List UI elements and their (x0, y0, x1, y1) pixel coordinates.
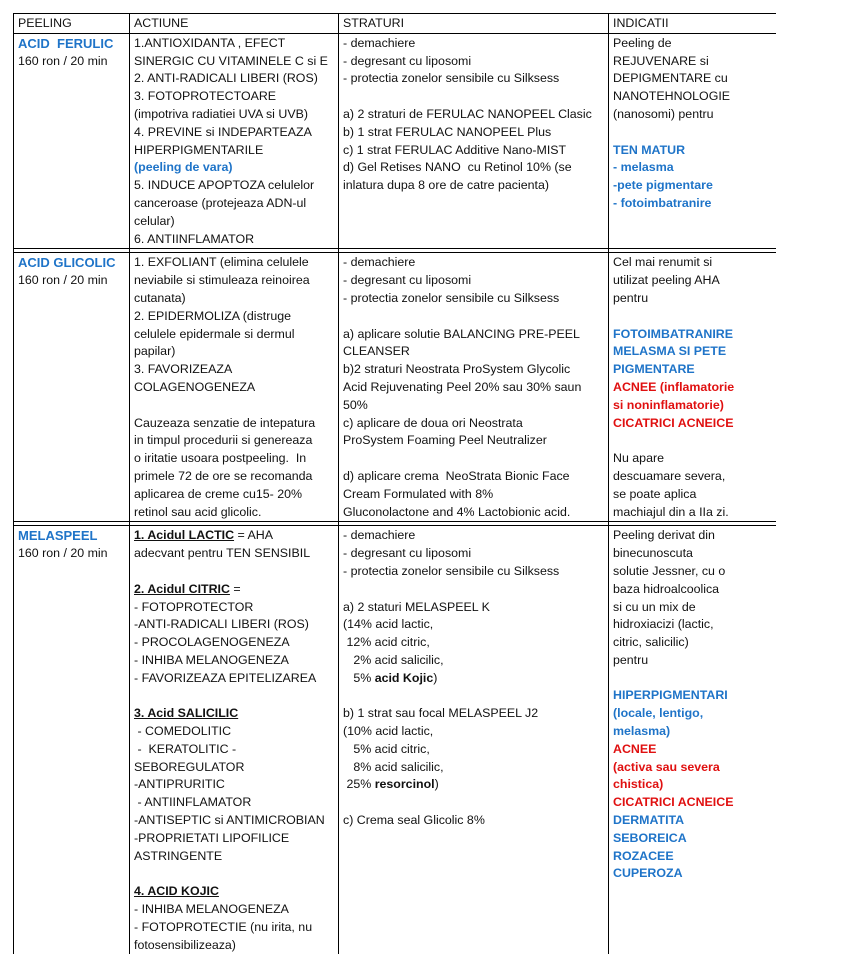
text-line (613, 705, 772, 723)
text-line (613, 527, 772, 545)
table-body (14, 33, 777, 954)
text-line (613, 177, 772, 195)
text-line (134, 308, 334, 326)
peeling-cell (14, 253, 130, 522)
line-text: ASTRINGENTE (134, 848, 223, 863)
line-text: - KERATOLITIC - (134, 741, 237, 756)
line-text: HIPERPIGMENTARILE (134, 142, 264, 157)
blank-line (613, 308, 772, 326)
line-text: - degresant cu liposomi (343, 546, 472, 561)
text-line (613, 865, 772, 883)
line-text: neviabile si stimuleaza reinoirea (134, 273, 310, 288)
line-text: - protectia zonelor sensibile cu Silksess (343, 563, 560, 578)
blank-line (343, 450, 604, 468)
line-text: celulele epidermale si dermul (134, 326, 295, 341)
text-line (343, 634, 604, 652)
text-line (613, 794, 772, 812)
text-line (134, 195, 334, 213)
line-text: SINERGIC CU VITAMINELE C si E (134, 53, 328, 68)
text-line (343, 545, 604, 563)
line-text: - FOTOPROTECTOR (134, 599, 254, 614)
text-line (613, 634, 772, 652)
text-line (134, 937, 334, 955)
line-text: - ANTIINFLAMATOR (134, 795, 252, 810)
text-line (343, 670, 604, 688)
straturi-cell (339, 253, 609, 522)
peeling-price: 160 ron / 20 min (18, 546, 108, 561)
text-line (613, 563, 772, 581)
text-line (613, 450, 772, 468)
text-line (613, 142, 772, 160)
line-text: MELASMA SI PETE (613, 344, 727, 359)
line-text: 50% (343, 397, 368, 412)
peeling-name: ACID GLICOLIC (18, 255, 116, 271)
line-text: hidroxiacizi (lactic, (613, 617, 714, 632)
text-line (343, 415, 604, 433)
peeling-name: MELASPEEL (18, 528, 98, 544)
peeling-document (13, 13, 776, 966)
header-row (14, 14, 777, 34)
line-text: 2. ANTI-RADICALI LIBERI (ROS) (134, 71, 318, 86)
text-line (343, 53, 604, 71)
text-line (613, 290, 772, 308)
line-text: - FAVORIZEAZA EPITELIZAREA (134, 670, 317, 685)
text-line (343, 272, 604, 290)
line-text: retinol sau acid glicolic. (134, 504, 262, 519)
text-line (343, 397, 604, 415)
text-line (134, 670, 334, 688)
text-line (343, 527, 604, 545)
text-line (134, 901, 334, 919)
line-text: a) 2 straturi de FERULAC NANOPEEL Clasic (343, 106, 592, 121)
text-line (134, 830, 334, 848)
line-text: - FOTOPROTECTIE (nu irita, nu (134, 919, 313, 934)
line-text: 4. PREVINE si INDEPARTEAZA (134, 124, 312, 139)
actiune-cell (130, 526, 339, 955)
line-text: - demachiere (343, 528, 416, 543)
text-line (343, 504, 604, 522)
line-text: citric, salicilic) (613, 635, 689, 650)
text-line (134, 504, 334, 522)
line-text: Nu apare (613, 451, 664, 466)
line-text: REJUVENARE si (613, 53, 709, 68)
text-line (134, 53, 334, 71)
line-bold-text: resorcinol (374, 777, 435, 792)
text-line (343, 468, 604, 486)
text-line (134, 759, 334, 777)
text-line (343, 106, 604, 124)
peeling-price: 160 ron / 20 min (18, 53, 108, 68)
text-line (343, 616, 604, 634)
text-line (343, 812, 604, 830)
line-text: PIGMENTARE (613, 362, 695, 377)
text-line (343, 563, 604, 581)
table-row (14, 526, 777, 955)
text-line (613, 599, 772, 617)
line-text: - INHIBA MELANOGENEZA (134, 902, 289, 917)
text-line (134, 527, 334, 545)
line-text: canceroase (protejeaza ADN-ul (134, 195, 307, 210)
line-text: b)2 straturi Neostrata ProSystem Glycolic (343, 362, 571, 377)
line-text: CLEANSER (343, 344, 410, 359)
line-text: papilar) (134, 344, 176, 359)
actiune-cell (130, 33, 339, 249)
text-line (343, 723, 604, 741)
line-text: in timpul procedurii si genereaza (134, 433, 313, 448)
line-text: (10% acid lactic, (343, 724, 434, 739)
text-line (613, 687, 772, 705)
line-text: utilizat peeling AHA (613, 273, 720, 288)
text-line (613, 88, 772, 106)
peeling-cell (14, 526, 130, 955)
line-text: -ANTI-RADICALI LIBERI (ROS) (134, 617, 309, 632)
line-text: (activa sau severa (613, 759, 720, 774)
text-line (134, 652, 334, 670)
text-line (134, 794, 334, 812)
text-line (343, 652, 604, 670)
text-line (613, 159, 772, 177)
text-line (134, 290, 334, 308)
line-text: 4. ACID KOJIC (134, 884, 219, 899)
header-actiune: ACTIUNE (130, 14, 339, 34)
text-line (343, 759, 604, 777)
text-line (134, 616, 334, 634)
text-line (134, 106, 334, 124)
header-straturi: STRATURI (339, 14, 609, 34)
text-line (134, 705, 334, 723)
line-text: 25% (343, 777, 375, 792)
peeling-cell (14, 33, 130, 249)
line-text: CICATRICI ACNEICE (613, 415, 734, 430)
text-line (343, 124, 604, 142)
line-text: Peeling derivat din (613, 528, 715, 543)
text-line (343, 432, 604, 450)
text-line (134, 468, 334, 486)
text-line (343, 177, 604, 195)
line-text: Cream Formulated with 8% (343, 486, 494, 501)
blank-line (343, 687, 604, 705)
line-rest-text: = (229, 581, 241, 596)
blank-line (134, 687, 334, 705)
text-line (613, 848, 772, 866)
line-text: - protectia zonelor sensibile cu Silksess (343, 290, 560, 305)
text-line (613, 53, 772, 71)
text-line (343, 254, 604, 272)
text-line (134, 848, 334, 866)
line-text: adecvant pentru TEN SENSIBIL (134, 546, 311, 561)
line-text: machiajul din a IIa zi. (613, 504, 729, 519)
line-text: - protectia zonelor sensibile cu Silksess (343, 71, 560, 86)
text-line (134, 812, 334, 830)
text-line (343, 70, 604, 88)
line-text: - PROCOLAGENOGENEZA (134, 635, 290, 650)
line-text: chistica) (613, 777, 664, 792)
line-text: ROZACEE (613, 848, 674, 863)
peeling-name: ACID FERULIC (18, 35, 114, 51)
line-bold-text: acid Kojic (374, 670, 434, 685)
line-text: - demachiere (343, 255, 416, 270)
text-line (343, 776, 604, 794)
line-text: 5% acid citric, (343, 741, 430, 756)
line-text: -PROPRIETATI LIPOFILICE (134, 830, 290, 845)
line-text: - INHIBA MELANOGENEZA (134, 652, 289, 667)
text-line (613, 254, 772, 272)
text-line (343, 741, 604, 759)
line-text: -pete pigmentare (613, 178, 713, 193)
text-line (613, 776, 772, 794)
line-text: celular) (134, 213, 175, 228)
text-line (134, 379, 334, 397)
text-line (613, 379, 772, 397)
text-line (613, 812, 772, 830)
text-line (343, 142, 604, 160)
text-line (613, 486, 772, 504)
line-text: DEPIGMENTARE cu (613, 71, 728, 86)
line-text: b) 1 strat FERULAC NANOPEEL Plus (343, 124, 552, 139)
text-line (134, 450, 334, 468)
text-line (613, 741, 772, 759)
peeling-price: 160 ron / 20 min (18, 273, 108, 288)
blank-line (134, 397, 334, 415)
line-text: - COMEDOLITIC (134, 724, 232, 739)
line-text: si cu un mix de (613, 599, 696, 614)
line-rest-text: = AHA (234, 528, 273, 543)
table-row (14, 253, 777, 522)
line-text: 3. Acid SALICILIC (134, 706, 239, 721)
text-line (134, 599, 334, 617)
line-text: ProSystem Foaming Peel Neutralizer (343, 433, 547, 448)
header-indicatii: INDICATII (609, 14, 777, 34)
line-text: (nanosomi) pentru (613, 106, 714, 121)
line-text: a) aplicare solutie BALANCING PRE-PEEL (343, 326, 580, 341)
line-text: si noninflamatorie) (613, 397, 724, 412)
text-line (613, 343, 772, 361)
line-text: Acid Rejuvenating Peel 20% sau 30% saun (343, 379, 582, 394)
indicatii-cell (609, 33, 777, 249)
line-text: 6. ANTIINFLAMATOR (134, 231, 255, 246)
line-text: solutie Jessner, cu o (613, 563, 726, 578)
text-line (134, 486, 334, 504)
text-line (613, 723, 772, 741)
text-line (134, 415, 334, 433)
line-text: 2% acid salicilic, (343, 652, 444, 667)
line-text: - degresant cu liposomi (343, 273, 472, 288)
blank-line (613, 432, 772, 450)
line-text: CUPEROZA (613, 866, 683, 881)
line-text: descuamare severa, (613, 468, 726, 483)
line-text: FOTOIMBATRANIRE (613, 326, 733, 341)
line-text: TEN MATUR (613, 142, 686, 157)
text-line (343, 486, 604, 504)
line-text: binecunoscuta (613, 546, 693, 561)
line-text: b) 1 strat sau focal MELASPEEL J2 (343, 706, 539, 721)
text-line (134, 272, 334, 290)
straturi-cell (339, 33, 609, 249)
text-line (343, 361, 604, 379)
line-text: -ANTISEPTIC si ANTIMICROBIAN (134, 813, 325, 828)
line-text: c) Crema seal Glicolic 8% (343, 813, 485, 828)
line-text: d) aplicare crema NeoStrata Bionic Face (343, 468, 570, 483)
line-rest-text: ) (433, 670, 438, 685)
text-line (134, 35, 334, 53)
text-line (134, 231, 334, 249)
text-line (613, 195, 772, 213)
text-line (613, 830, 772, 848)
line-text: - melasma (613, 160, 674, 175)
blank-line (343, 794, 604, 812)
text-line (343, 290, 604, 308)
line-text: -ANTIPRURITIC (134, 777, 225, 792)
text-line (134, 634, 334, 652)
text-line (134, 581, 334, 599)
text-line (613, 652, 772, 670)
text-line (343, 705, 604, 723)
text-line (134, 883, 334, 901)
text-line (343, 379, 604, 397)
text-line (613, 468, 772, 486)
text-line (134, 432, 334, 450)
line-text: SEBOREGULATOR (134, 759, 245, 774)
line-text: (impotriva radiatiei UVA si UVB) (134, 106, 308, 121)
text-line (134, 124, 334, 142)
text-line (134, 159, 334, 177)
text-line (134, 326, 334, 344)
line-text: 8% acid salicilic, (343, 759, 444, 774)
text-line (343, 35, 604, 53)
blank-line (134, 563, 334, 581)
text-line (613, 272, 772, 290)
header-peeling: PEELING (14, 14, 130, 34)
table-row (14, 33, 777, 249)
line-text: 3. FOTOPROTECTOARE (134, 89, 277, 104)
line-text: HIPERPIGMENTARI (613, 688, 728, 703)
text-line (613, 326, 772, 344)
line-text: cutanata) (134, 290, 186, 305)
line-text: - demachiere (343, 35, 416, 50)
text-line (613, 759, 772, 777)
text-line (134, 723, 334, 741)
text-line (134, 343, 334, 361)
line-text: Gluconolactone and 4% Lactobionic acid. (343, 504, 571, 519)
actiune-cell (130, 253, 339, 522)
line-text: SEBOREICA (613, 830, 687, 845)
blank-line (343, 308, 604, 326)
line-text: 12% acid citric, (343, 635, 430, 650)
blank-line (343, 88, 604, 106)
line-text: o iritatie usoara postpeeling. In (134, 451, 307, 466)
line-text: d) Gel Retises NANO cu Retinol 10% (se (343, 160, 572, 175)
blank-line (134, 865, 334, 883)
line-text: ACNEE (613, 741, 657, 756)
text-line (343, 326, 604, 344)
text-line (613, 106, 772, 124)
straturi-cell (339, 526, 609, 955)
text-line (613, 581, 772, 599)
text-line (134, 919, 334, 937)
text-line (343, 599, 604, 617)
line-text: baza hidroalcoolica (613, 581, 720, 596)
line-text: 2. EPIDERMOLIZA (distruge (134, 308, 291, 323)
line-text: Cauzeaza senzatie de intepatura (134, 415, 316, 430)
line-rest-text: ) (434, 777, 439, 792)
text-line (613, 35, 772, 53)
text-line (134, 177, 334, 195)
blank-line (343, 581, 604, 599)
text-line (134, 142, 334, 160)
text-line (134, 545, 334, 563)
text-line (134, 776, 334, 794)
line-text: aplicarea de creme cu15- 20% (134, 486, 303, 501)
text-line (613, 361, 772, 379)
line-text: primele 72 de ore se recomanda (134, 468, 313, 483)
line-text: 1. EXFOLIANT (elimina celulele (134, 255, 309, 270)
indicatii-cell (609, 526, 777, 955)
line-text: Peeling de (613, 35, 672, 50)
line-text: ACNEE (inflamatorie (613, 379, 735, 394)
line-text: 1.ANTIOXIDANTA , EFECT (134, 35, 286, 50)
line-text: Cel mai renumit si (613, 255, 713, 270)
blank-line (613, 670, 772, 688)
line-text: - fotoimbatranire (613, 195, 712, 210)
line-text: c) aplicare de doua ori Neostrata (343, 415, 523, 430)
line-text: 3. FAVORIZEAZA (134, 362, 233, 377)
peeling-table (13, 13, 776, 954)
line-text: melasma) (613, 724, 671, 739)
text-line (613, 616, 772, 634)
line-text: 5. INDUCE APOPTOZA celulelor (134, 178, 315, 193)
text-line (613, 415, 772, 433)
line-text: a) 2 staturi MELASPEEL K (343, 599, 490, 614)
text-line (134, 741, 334, 759)
line-text: - degresant cu liposomi (343, 53, 472, 68)
line-text: fotosensibilizeaza) (134, 937, 236, 952)
text-line (613, 545, 772, 563)
indicatii-cell (609, 253, 777, 522)
line-text: NANOTEHNOLOGIE (613, 89, 731, 104)
line-text: c) 1 strat FERULAC Additive Nano-MIST (343, 142, 567, 157)
text-line (134, 88, 334, 106)
text-line (613, 504, 772, 522)
line-text: pentru (613, 290, 649, 305)
line-text: se poate aplica (613, 486, 697, 501)
line-text: 5% (343, 670, 375, 685)
text-line (343, 159, 604, 177)
text-line (134, 361, 334, 379)
blank-line (613, 124, 772, 142)
line-text: DERMATITA (613, 813, 685, 828)
line-text: 1. Acidul LACTIC (134, 528, 235, 543)
line-text: CICATRICI ACNEICE (613, 795, 734, 810)
text-line (343, 343, 604, 361)
line-text: pentru (613, 652, 649, 667)
line-text: COLAGENOGENEZA (134, 379, 256, 394)
text-line (134, 254, 334, 272)
text-line (134, 213, 334, 231)
line-text: inlatura dupa 8 ore de catre pacienta) (343, 178, 549, 193)
text-line (613, 70, 772, 88)
line-text: (locale, lentigo, (613, 706, 704, 721)
line-text: 2. Acidul CITRIC (134, 581, 230, 596)
line-text: (peeling de vara) (134, 160, 233, 175)
line-text: (14% acid lactic, (343, 617, 434, 632)
text-line (613, 397, 772, 415)
text-line (134, 70, 334, 88)
